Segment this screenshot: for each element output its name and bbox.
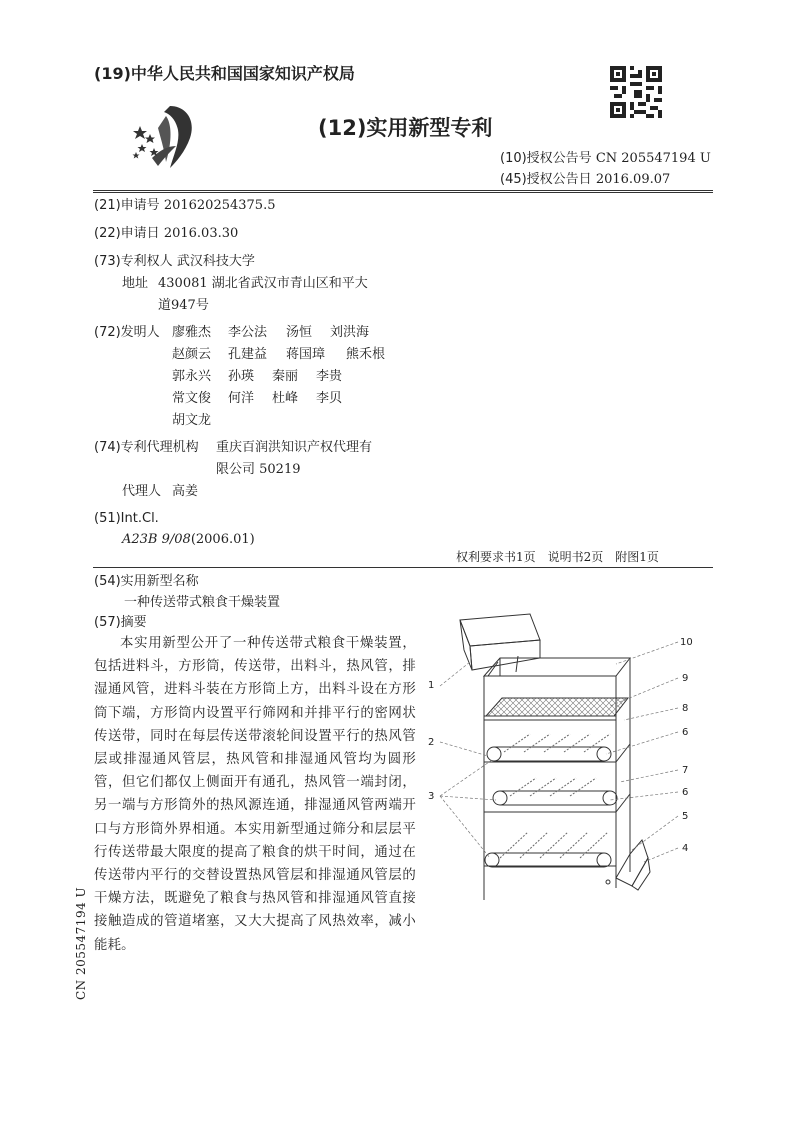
inventor: 孙瑛: [228, 369, 255, 384]
publication-number: CN 205547194 U: [595, 151, 711, 166]
inventor: 李贝: [316, 391, 343, 406]
dryer-drawing: [420, 610, 720, 910]
figure-label: 9: [682, 673, 689, 684]
conveyor-layer-1: [484, 734, 630, 762]
inventor: 孔建益: [228, 347, 268, 362]
publication-date-label: (45)授权公告日: [500, 172, 592, 187]
agency-line-1: 重庆百润洪知识产权代理有: [216, 440, 373, 455]
abstract-text: 本实用新型公开了一种传送带式粮食干燥装置，包括进料斗，方形筒，传送带，出料斗，热风管，排湿通风管，进料斗装在方形筒上方，出料斗设在方形筒下端，方形筒内设置平行筛网和并排平行的密网状传送带，同时在每层传送带滚轮间设置平行的热风管层或排湿通风管层，热风管和排湿通风管均为圆形管，但它们都仅上侧面开有通孔，热风管一端封闭，另一端与方形筒外的热风源连通，排湿通风管两端开口与方形筒外界相通。本实用新型通过筛分和层层平行传送带最大限度的提高了粮食的烘干时间，通过在传送带内平行的交替设置热风管层和排湿通风管层的干燥方法，既避免了粮食与热风管和排湿通风管直接接触造成的管道堵塞，又大大提高了风热效率，减小能耗。: [94, 636, 416, 953]
inventor: 秦丽: [272, 369, 299, 384]
address-line-1: 430081 湖北省武汉市青山区和平大: [158, 276, 368, 291]
inventor: 李公法: [228, 325, 268, 340]
publication-number-label: (10)授权公告号: [500, 151, 592, 166]
header-divider: [93, 190, 713, 193]
inventor: 胡文龙: [172, 413, 212, 428]
figure-label: 2: [428, 737, 435, 748]
agency-label: (74)专利代理机构: [94, 440, 199, 455]
biblio-divider: [93, 567, 713, 568]
qr-code-icon: [610, 66, 662, 118]
conveyor-layer-3: [484, 832, 616, 867]
figure-label: 3: [428, 791, 435, 802]
figure-label: 5: [682, 811, 689, 822]
screen-mesh: [484, 698, 628, 720]
intcl-code: A23B 9/08: [122, 532, 191, 547]
intcl-row: [122, 533, 255, 546]
utility-model-title: 一种传送带式粮食干燥装置: [124, 595, 281, 610]
inventor: 汤恒: [286, 325, 313, 340]
application-number-label: (21)申请号: [94, 198, 160, 213]
conveyor-layer-2: [484, 778, 630, 812]
issuing-office: (19)中华人民共和国国家知识产权局: [94, 64, 355, 83]
patentee-row: [94, 255, 255, 268]
inventor: 郭永兴: [172, 369, 212, 384]
patentee-label: (73)专利权人: [94, 254, 173, 269]
agent-label: 代理人: [122, 484, 162, 499]
inventor: 李贵: [316, 369, 343, 384]
agency-line-2: 限公司 50219: [216, 462, 301, 477]
figure-label: 6: [682, 787, 689, 798]
page-counts: 权利要求书1页 说明书2页 附图1页: [456, 550, 659, 564]
patentee: 武汉科技大学: [176, 254, 255, 269]
inventors-label: (72)发明人: [94, 325, 160, 340]
filing-date-label: (22)申请日: [94, 226, 160, 241]
inventor: 杜峰: [272, 391, 299, 406]
inventor: 刘洪海: [330, 325, 370, 340]
intcl-label: (51)Int.Cl.: [94, 511, 159, 526]
address-line-2: 道947号: [158, 298, 209, 313]
publication-number-row: [500, 152, 711, 165]
side-publication-number: CN 205547194 U: [74, 886, 88, 1000]
inventor: 廖雅杰: [172, 325, 212, 340]
filing-date: 2016.03.30: [163, 226, 239, 241]
document-type: (12)实用新型专利: [318, 116, 493, 140]
title-label: (54)实用新型名称: [94, 574, 199, 589]
figure-label: 8: [682, 703, 689, 714]
figure-label: 6: [682, 727, 689, 738]
figure-label: 7: [682, 765, 689, 776]
abstract-label: (57)摘要: [94, 615, 147, 630]
figure-label: 10: [680, 637, 693, 648]
address-label: 地址: [122, 276, 149, 291]
publication-date: 2016.09.07: [595, 172, 671, 187]
intcl-version: (2006.01): [190, 532, 255, 547]
cnipa-logo-icon: [130, 102, 210, 172]
square-cylinder: [484, 658, 630, 900]
application-number-row: [94, 199, 275, 212]
inventor: 常文俊: [172, 391, 212, 406]
application-number: 201620254375.5: [163, 198, 276, 213]
agent: 高姜: [172, 484, 199, 499]
publication-date-row: [500, 173, 670, 186]
inventor: 赵颜云: [172, 347, 212, 362]
inventor: 熊禾根: [346, 347, 386, 362]
discharge-hopper: [606, 840, 650, 890]
figure-label: 4: [682, 843, 689, 854]
inventor: 蒋国璋: [286, 347, 326, 362]
filing-date-row: [94, 227, 238, 240]
inventor: 何洋: [228, 391, 255, 406]
figure-label: 1: [428, 680, 435, 691]
